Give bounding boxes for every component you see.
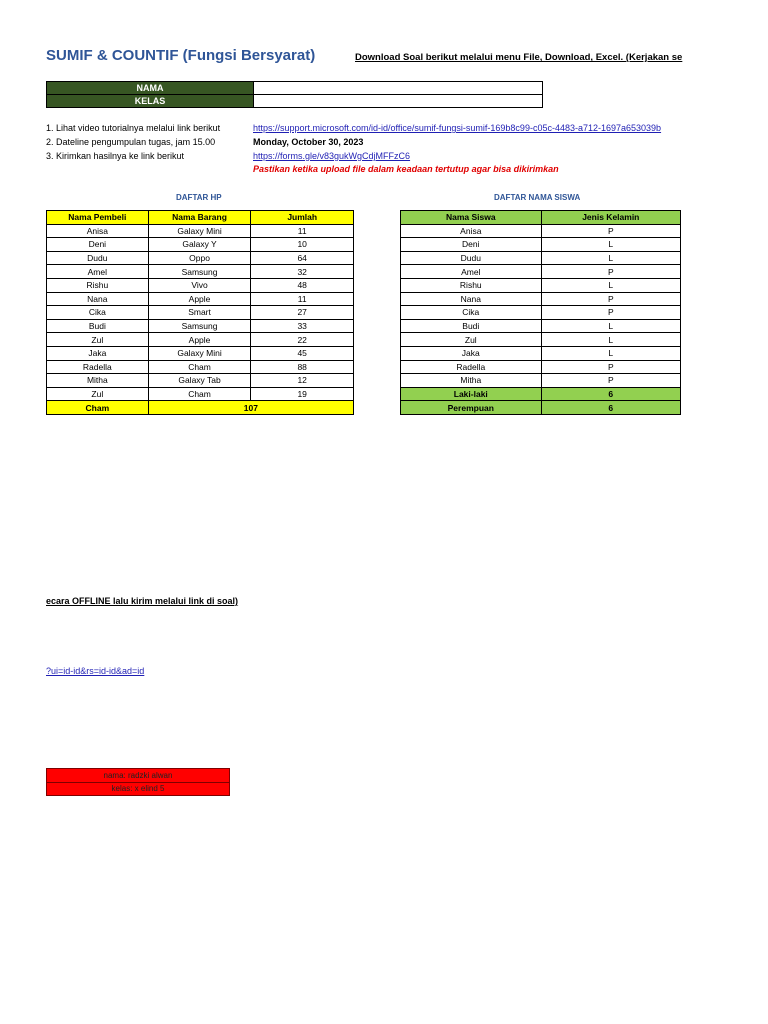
nama-pembeli-cell[interactable]: Radella — [47, 360, 149, 374]
nama-barang-cell[interactable]: Oppo — [148, 251, 251, 265]
countif-laki-result[interactable]: 6 — [541, 387, 680, 401]
col-header-nama-barang: Nama Barang — [148, 211, 251, 225]
nama-siswa-cell[interactable]: Mitha — [401, 374, 542, 388]
table-row — [401, 238, 681, 252]
daftar-hp-body — [47, 224, 354, 401]
nama-pembeli-cell[interactable]: Deni — [47, 238, 149, 252]
table-row — [401, 292, 681, 306]
col-header-jumlah: Jumlah — [251, 211, 354, 225]
jenis-kelamin-cell[interactable]: P — [541, 306, 680, 320]
nama-siswa-cell[interactable]: Nana — [401, 292, 542, 306]
table-row — [47, 238, 354, 252]
jenis-kelamin-cell[interactable]: P — [541, 374, 680, 388]
nama-pembeli-cell[interactable]: Nana — [47, 292, 149, 306]
table-row — [47, 265, 354, 279]
table-row — [47, 360, 354, 374]
download-instruction-note: Download Soal berikut melalui menu File, Download, Excel. (Kerjakan se — [355, 52, 683, 63]
table-row — [401, 346, 681, 360]
col-header-nama-siswa: Nama Siswa — [401, 211, 542, 225]
jumlah-cell[interactable]: 45 — [251, 346, 354, 360]
table-row — [47, 251, 354, 265]
table-row — [401, 278, 681, 292]
instruction-3: 3. Kirimkan hasilnya ke link berikut — [46, 151, 185, 161]
nama-pembeli-cell[interactable]: Mitha — [47, 374, 149, 388]
jenis-kelamin-cell[interactable]: L — [541, 238, 680, 252]
nama-barang-cell[interactable]: Cham — [148, 387, 251, 401]
daftar-siswa-title: DAFTAR NAMA SISWA — [494, 193, 581, 202]
table-row — [47, 292, 354, 306]
sumif-result-row — [47, 401, 354, 415]
jumlah-cell[interactable]: 32 — [251, 265, 354, 279]
nama-pembeli-cell[interactable]: Cika — [47, 306, 149, 320]
table-row — [401, 306, 681, 320]
submission-form-link[interactable]: https://forms.gle/v83gukWgCdjMFFzC6 — [253, 151, 411, 161]
jenis-kelamin-cell[interactable]: P — [541, 292, 680, 306]
instruction-1: 1. Lihat video tutorialnya melalui link berikut — [46, 123, 221, 133]
col-header-nama-pembeli: Nama Pembeli — [47, 211, 149, 225]
kelas-row — [47, 95, 543, 108]
student-name-cell[interactable]: nama: radzki alwan — [47, 769, 230, 783]
nama-barang-cell[interactable]: Galaxy Y — [148, 238, 251, 252]
nama-siswa-cell[interactable]: Zul — [401, 333, 542, 347]
nama-siswa-cell[interactable]: Deni — [401, 238, 542, 252]
nama-siswa-cell[interactable]: Amel — [401, 265, 542, 279]
nama-input-cell[interactable] — [254, 82, 543, 95]
tutorial-link[interactable]: https://support.microsoft.com/id-id/office/sumif-fungsi-sumif-169b8c99-c05c-4483-a712-1697a653039b — [253, 123, 662, 133]
countif-laki-label[interactable]: Laki-laki — [401, 387, 542, 401]
nama-pembeli-cell[interactable]: Dudu — [47, 251, 149, 265]
col-header-jenis-kelamin: Jenis Kelamin — [541, 211, 680, 225]
nama-barang-cell[interactable]: Smart — [148, 306, 251, 320]
jenis-kelamin-cell[interactable]: L — [541, 319, 680, 333]
upload-warning: Pastikan ketika upload file dalam keadaan tertutup agar bisa dikirimkan — [253, 164, 559, 174]
jenis-kelamin-cell[interactable]: L — [541, 278, 680, 292]
instruction-2: 2. Dateline pengumpulan tugas, jam 15.00 — [46, 137, 216, 147]
sumif-result-cell[interactable]: 107 — [148, 401, 353, 415]
jumlah-cell[interactable]: 27 — [251, 306, 354, 320]
table-row — [401, 224, 681, 238]
nama-siswa-cell[interactable]: Cika — [401, 306, 542, 320]
jumlah-cell[interactable]: 64 — [251, 251, 354, 265]
nama-pembeli-cell[interactable]: Amel — [47, 265, 149, 279]
jenis-kelamin-cell[interactable]: P — [541, 360, 680, 374]
nama-siswa-cell[interactable]: Budi — [401, 319, 542, 333]
jumlah-cell[interactable]: 48 — [251, 278, 354, 292]
nama-barang-cell[interactable]: Apple — [148, 333, 251, 347]
nama-siswa-cell[interactable]: Radella — [401, 360, 542, 374]
table-row — [401, 333, 681, 347]
jenis-kelamin-cell[interactable]: L — [541, 251, 680, 265]
jumlah-cell[interactable]: 11 — [251, 224, 354, 238]
student-info-box — [46, 768, 230, 796]
nama-pembeli-cell[interactable]: Rishu — [47, 278, 149, 292]
nama-barang-cell[interactable]: Apple — [148, 292, 251, 306]
student-class-cell[interactable]: kelas: x elind 5 — [47, 782, 230, 796]
nama-barang-cell[interactable]: Samsung — [148, 265, 251, 279]
nama-barang-cell[interactable]: Galaxy Mini — [148, 224, 251, 238]
table-row — [47, 306, 354, 320]
jumlah-cell[interactable]: 10 — [251, 238, 354, 252]
countif-perempuan-label[interactable]: Perempuan — [401, 401, 542, 415]
nama-label: NAMA — [47, 82, 254, 95]
table-row — [401, 374, 681, 388]
daftar-hp-table — [46, 210, 354, 415]
nama-pembeli-cell[interactable]: Anisa — [47, 224, 149, 238]
nama-siswa-cell[interactable]: Rishu — [401, 278, 542, 292]
countif-laki-row — [401, 387, 681, 401]
nama-barang-cell[interactable]: Galaxy Tab — [148, 374, 251, 388]
table-header-row — [401, 211, 681, 225]
table-row — [47, 278, 354, 292]
nama-pembeli-cell[interactable]: Budi — [47, 319, 149, 333]
table-row — [47, 319, 354, 333]
table-row — [401, 265, 681, 279]
nama-siswa-cell[interactable]: Dudu — [401, 251, 542, 265]
table-row — [47, 374, 354, 388]
table-header-row — [47, 211, 354, 225]
table-row — [401, 360, 681, 374]
jumlah-cell[interactable]: 88 — [251, 360, 354, 374]
table-row — [47, 224, 354, 238]
table-row — [47, 333, 354, 347]
daftar-siswa-table — [400, 210, 681, 415]
jenis-kelamin-cell[interactable]: P — [541, 265, 680, 279]
nama-pembeli-cell[interactable]: Jaka — [47, 346, 149, 360]
table-row — [47, 387, 354, 401]
nama-barang-cell[interactable]: Vivo — [148, 278, 251, 292]
page-title: SUMIF & COUNTIF (Fungsi Bersyarat) — [46, 47, 316, 64]
kelas-label: KELAS — [47, 95, 254, 108]
nama-pembeli-cell[interactable]: Zul — [47, 387, 149, 401]
jumlah-cell[interactable]: 12 — [251, 374, 354, 388]
overflow-link-text[interactable]: ?ui=id-id&rs=id-id&ad=id — [46, 666, 145, 676]
nama-barang-cell[interactable]: Samsung — [148, 319, 251, 333]
table-row — [401, 319, 681, 333]
countif-perempuan-row — [401, 401, 681, 415]
daftar-hp-title: DAFTAR HP — [176, 193, 222, 202]
nama-barang-cell[interactable]: Cham — [148, 360, 251, 374]
deadline-date: Monday, October 30, 2023 — [253, 137, 364, 147]
jumlah-cell[interactable]: 19 — [251, 387, 354, 401]
jenis-kelamin-cell[interactable]: L — [541, 346, 680, 360]
jumlah-cell[interactable]: 22 — [251, 333, 354, 347]
nama-pembeli-cell[interactable]: Zul — [47, 333, 149, 347]
nama-row — [47, 82, 543, 95]
nama-barang-cell[interactable]: Galaxy Mini — [148, 346, 251, 360]
table-row — [47, 346, 354, 360]
overflow-instruction-text: ecara OFFLINE lalu kirim melalui link di soal) — [46, 596, 239, 606]
jenis-kelamin-cell[interactable]: L — [541, 333, 680, 347]
jumlah-cell[interactable]: 33 — [251, 319, 354, 333]
table-row — [401, 251, 681, 265]
kelas-input-cell[interactable] — [254, 95, 543, 108]
nama-siswa-cell[interactable]: Jaka — [401, 346, 542, 360]
identity-table — [46, 81, 543, 108]
nama-siswa-cell[interactable]: Anisa — [401, 224, 542, 238]
jenis-kelamin-cell[interactable]: P — [541, 224, 680, 238]
countif-perempuan-result[interactable]: 6 — [541, 401, 680, 415]
daftar-siswa-body — [401, 224, 681, 387]
jumlah-cell[interactable]: 11 — [251, 292, 354, 306]
sumif-criteria-cell[interactable]: Cham — [47, 401, 149, 415]
